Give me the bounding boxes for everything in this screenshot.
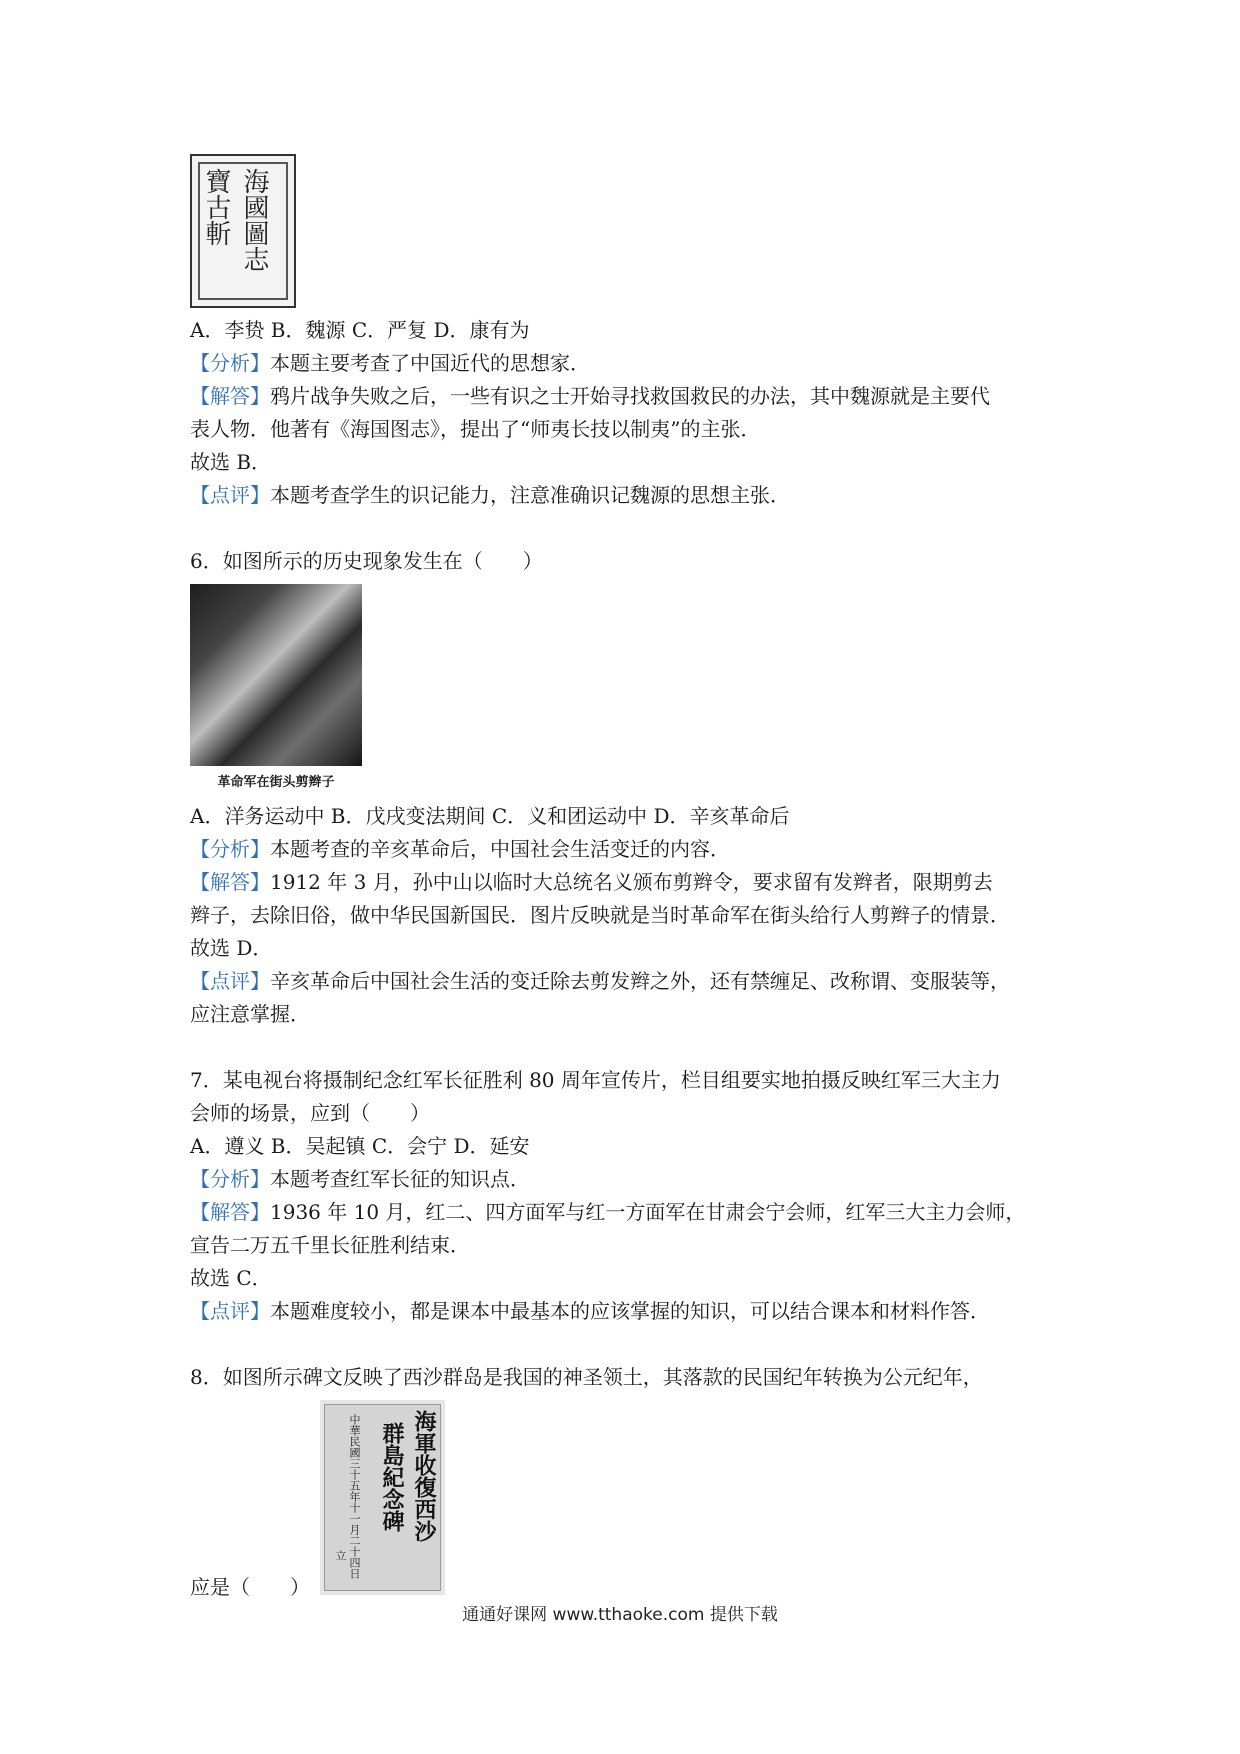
q7-answer: 【解答】1936 年 10 月，红二、四方面军与红一方面军在甘肃会宁会师，红军三大主力会师，	[190, 1200, 1026, 1224]
q6-choice: 故选 D．	[190, 936, 273, 960]
q7-stem: 7．某电视台将摄制纪念红军长征胜利 80 周年宣传片，栏目组要实地拍摄反映红军三大主力	[190, 1068, 1001, 1092]
answer-tag: 【解答】	[190, 870, 270, 894]
q7-stem-cont: 会师的场景，应到（ ）	[190, 1101, 430, 1125]
footer-credit: 通通好课网 www.tthaoke.com 提供下载	[462, 1605, 778, 1625]
photo-caption: 革命军在街头剪辫子	[217, 775, 335, 790]
q6-options: A．洋务运动中 B．戊戌变法期间 C．义和团运动中 D．辛亥革命后	[190, 804, 790, 828]
queue-cutting-photo	[190, 584, 362, 794]
q6-comment: 【点评】辛亥革命后中国社会生活的变迁除去剪发辫之外，还有禁缠足、改称谓、变服装等，	[190, 969, 1010, 993]
q6-answer: 【解答】1912 年 3 月，孙中山以临时大总统名义颁布剪辫令，要求留有发辫者，限期剪去	[190, 870, 993, 894]
seal-image	[190, 154, 296, 308]
q8-stem-end: 应是（ ）	[190, 1575, 310, 1599]
q5-choice: 故选 B．	[190, 450, 272, 474]
stele-signature: 立	[334, 1550, 347, 1561]
q5-analysis: 【分析】本题主要考查了中国近代的思想家．	[190, 351, 590, 375]
q6-answer-cont: 辫子，去除旧俗，做中华民国新国民．图片反映就是当时革命军在街头给行人剪辫子的情景．	[190, 903, 1010, 927]
seal-glyphs-right: 海國圖志	[239, 168, 269, 272]
seal-glyphs-left: 寶古斬	[201, 168, 231, 246]
stele-date: 中華民國三十五年十一月二十四日	[348, 1414, 361, 1579]
comment-tag: 【点评】	[190, 483, 270, 507]
q7-analysis: 【分析】本题考查红军长征的知识点．	[190, 1167, 530, 1191]
q7-options: A．遵义 B．吴起镇 C．会宁 D．延安	[190, 1134, 530, 1158]
q7-choice: 故选 C．	[190, 1266, 272, 1290]
q5-answer-cont: 表人物．他著有《海国图志》，提出了“师夷长技以制夷”的主张．	[190, 417, 761, 441]
comment-tag: 【点评】	[190, 1299, 270, 1323]
q5-options: A．李贽 B．魏源 C．严复 D．康有为	[190, 318, 530, 342]
q8-stem: 8．如图所示碑文反映了西沙群岛是我国的神圣领土，其落款的民国纪年转换为公元纪年，	[190, 1365, 983, 1389]
q7-answer-cont: 宣告二万五千里长征胜利结束．	[190, 1233, 470, 1257]
photo-area	[190, 584, 362, 766]
q5-answer: 【解答】鸦片战争失败之后，一些有识之士开始寻找救国救民的办法，其中魏源就是主要代	[190, 384, 990, 408]
q6-stem: 6．如图所示的历史现象发生在（ ）	[190, 549, 543, 573]
page-content	[190, 150, 1070, 1604]
stele-image	[320, 1400, 445, 1595]
stele-inscription-col1: 海軍收復西沙	[411, 1410, 437, 1542]
analysis-tag: 【分析】	[190, 351, 270, 375]
q6-comment-cont: 应注意掌握．	[190, 1002, 310, 1026]
comment-tag: 【点评】	[190, 969, 270, 993]
answer-tag: 【解答】	[190, 384, 270, 408]
analysis-tag: 【分析】	[190, 1167, 270, 1191]
q7-comment: 【点评】本题难度较小，都是课本中最基本的应该掌握的知识，可以结合课本和材料作答．	[190, 1299, 990, 1323]
answer-tag: 【解答】	[190, 1200, 270, 1224]
q6-analysis: 【分析】本题考查的辛亥革命后，中国社会生活变迁的内容．	[190, 837, 730, 861]
stele-inscription-col2: 群島紀念碑	[379, 1422, 405, 1532]
q5-comment: 【点评】本题考查学生的识记能力，注意准确识记魏源的思想主张．	[190, 483, 790, 507]
analysis-tag: 【分析】	[190, 837, 270, 861]
